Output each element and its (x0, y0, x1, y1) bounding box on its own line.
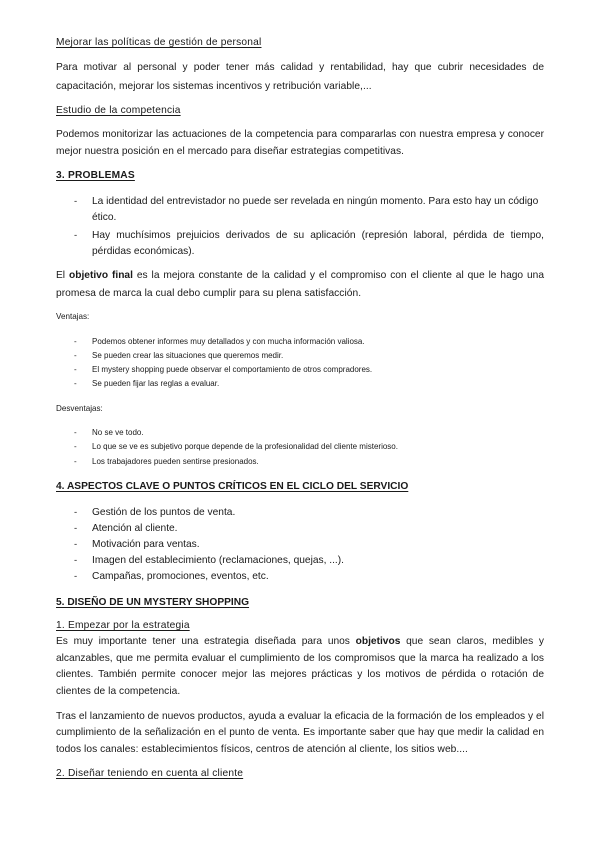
bullet-dash: - (74, 351, 77, 360)
paragraph-line: Tras el lanzamiento de nuevos productos, ayuda a evaluar la eficacia de la formación de los empleados y el (56, 711, 544, 722)
ventajas-label: Ventajas: (56, 312, 90, 321)
bullet-dash: - (74, 428, 77, 437)
list-item: Se pueden crear las situaciones que queremos medir. (92, 351, 284, 360)
list-item-line: La identidad del entrevistador no puede ser revelada en ningún momento. Para esto hay un código (92, 196, 539, 207)
paragraph-line: Es muy importante tener una estrategia diseñada para unos objetivos que sean claros, medibles y (56, 636, 544, 647)
section-heading-mejorar: Mejorar las políticas de gestión de personal (56, 37, 262, 48)
section-heading-problemas: 3. PROBLEMAS (56, 170, 135, 181)
list-item: Se pueden fijar las reglas a evaluar. (92, 379, 220, 388)
paragraph-line: cumplimiento de la señalización en el punto de venta. Es importante saber que hay que medir la calidad en (56, 727, 544, 738)
subsection-heading-disenar: 2. Diseñar teniendo en cuenta al cliente (56, 768, 244, 779)
bullet-dash: - (74, 555, 78, 566)
bullet-dash: - (74, 196, 78, 207)
list-item-line: ético. (92, 212, 117, 223)
list-item-line: pérdidas económicas). (92, 246, 195, 257)
bullet-dash: - (74, 571, 78, 582)
bullet-dash: - (74, 442, 77, 451)
section-heading-estudio: Estudio de la competencia (56, 105, 181, 116)
paragraph-line: todos los canales: establecimientos físicos, centros de atención al cliente, los sitios web.... (56, 744, 468, 755)
paragraph-line: alcanzables, que me permita evaluar el cumplimiento de los compromisos que la marca ha realizado a los (56, 653, 544, 664)
paragraph-line: clientes de la competencia. (56, 686, 181, 697)
list-item: Los trabajadores pueden sentirse presionados. (92, 457, 259, 466)
section-heading-diseno: 5. DISEÑO DE UN MYSTERY SHOPPING (56, 597, 250, 608)
bullet-dash: - (74, 230, 78, 241)
list-item: El mystery shopping puede observar el comportamiento de otros compradores. (92, 365, 373, 374)
paragraph-line: El objetivo final es la mejora constante de la calidad y el compromiso con el cliente al que le hago una (56, 270, 545, 281)
bullet-dash: - (74, 337, 77, 346)
list-item: Campañas, promociones, eventos, etc. (92, 571, 269, 582)
paragraph-line: promesa de marca la cual debo cumplir para su plena satisfacción. (56, 288, 362, 299)
bullet-dash: - (74, 523, 78, 534)
bullet-dash: - (74, 539, 78, 550)
paragraph-line: capacitación, mejorar los sistemas incentivos y retribución variable,... (56, 81, 372, 92)
bullet-dash: - (74, 457, 77, 466)
list-item: Podemos obtener informes muy detallados y con mucha información valiosa. (92, 337, 365, 346)
bullet-dash: - (74, 379, 77, 388)
bullet-dash: - (74, 507, 78, 518)
subsection-heading-empezar: 1. Empezar por la estrategia (56, 620, 190, 631)
paragraph-line: Para motivar al personal y poder tener más calidad y rentabilidad, hay que cubrir necesidades de (56, 62, 544, 73)
paragraph-line: Podemos monitorizar las actuaciones de la competencia para compararlas con nuestra empresa y conocer (56, 129, 544, 140)
list-item: Motivación para ventas. (92, 539, 200, 550)
list-item: Atención al cliente. (92, 523, 178, 534)
list-item: Lo que se ve es subjetivo porque depende de la profesionalidad del cliente misterioso. (92, 442, 398, 451)
list-item: Gestión de los puntos de venta. (92, 507, 236, 518)
paragraph-line: clientes. También permite conocer mejor las mejores prácticas y los motivos de pérdida o rotación de (56, 669, 544, 680)
desventajas-label: Desventajas: (56, 404, 103, 413)
list-item: Imagen del establecimiento (reclamaciones, quejas, ...). (92, 555, 344, 566)
list-item: No se ve todo. (92, 428, 144, 437)
bullet-dash: - (74, 365, 77, 374)
section-heading-aspectos: 4. ASPECTOS CLAVE O PUNTOS CRÍTICOS EN EL CICLO DEL SERVICIO (56, 481, 409, 492)
list-item-line: Hay muchísimos prejuicios derivados de su aplicación (represión laboral, pérdida de tiempo, (92, 230, 544, 241)
paragraph-line: mejor nuestra posición en el mercado para diseñar estrategias competitivas. (56, 146, 405, 157)
